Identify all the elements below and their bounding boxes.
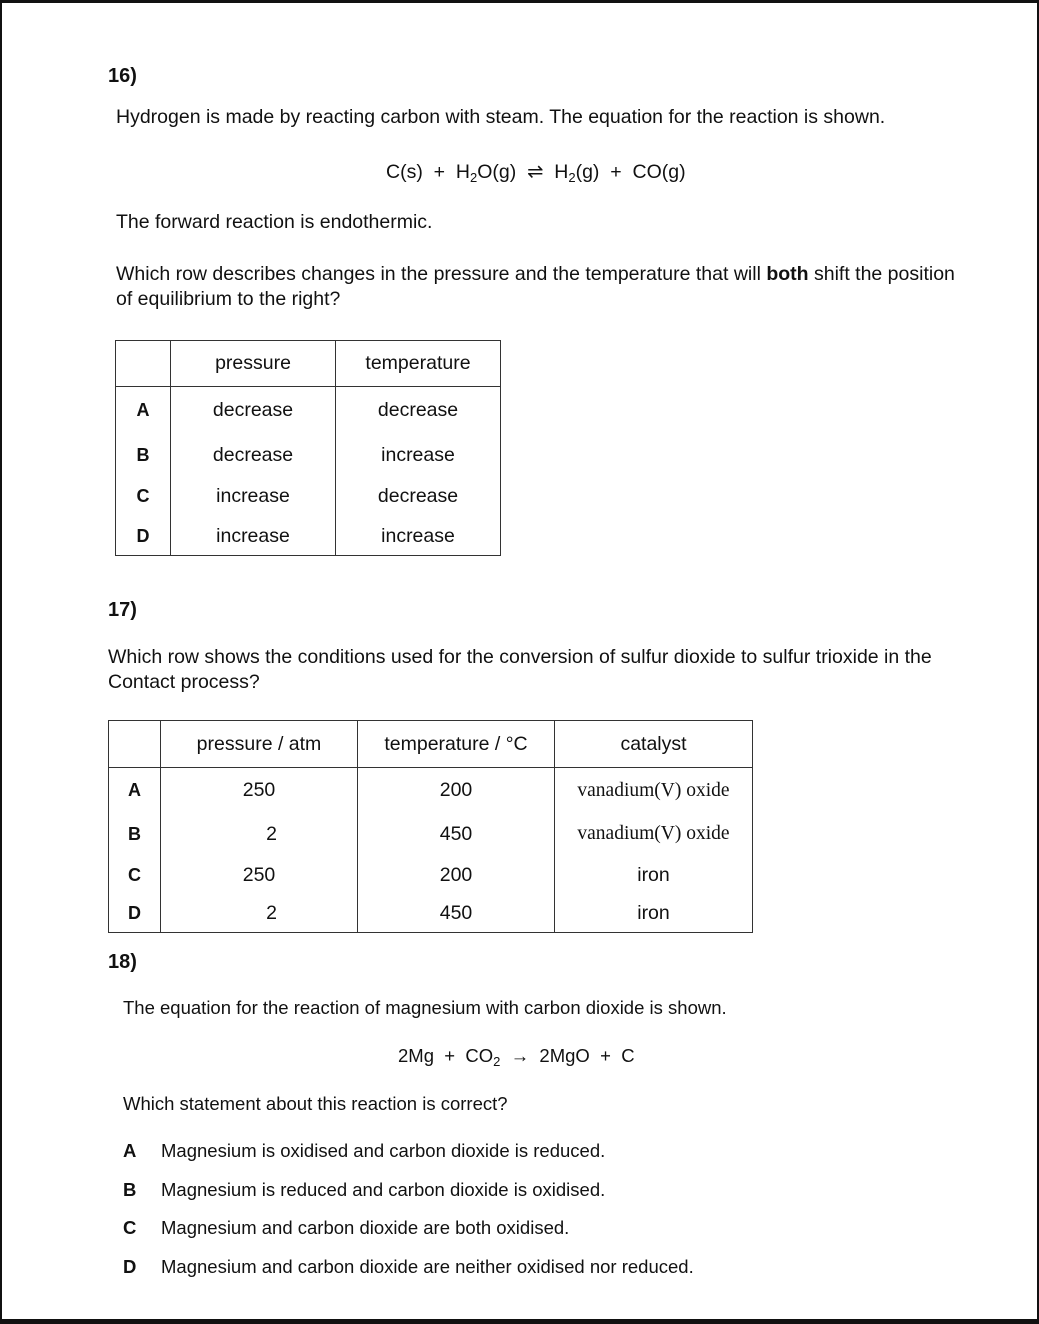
row-temperature: 450: [358, 814, 555, 855]
q18-eq-product-2: C: [621, 1045, 635, 1066]
option-text: Magnesium and carbon dioxide are both oxidised.: [161, 1217, 570, 1238]
table-row: [109, 814, 753, 855]
row-temperature: decrease: [336, 387, 501, 435]
q16-question-line1: Which row describes changes in the pressure and the temperature that will both shift the position: [116, 263, 955, 285]
q16-eq-reactant-1: C(s): [386, 161, 423, 183]
header-cell-pressure: pressure / atm: [161, 721, 358, 768]
q16-note: The forward reaction is endothermic.: [116, 211, 433, 233]
row-key: A: [116, 387, 171, 435]
table-row: [116, 476, 501, 518]
table-row: [109, 768, 753, 814]
q18-equation: [398, 1045, 635, 1067]
row-temperature: increase: [336, 518, 501, 556]
q16-intro: Hydrogen is made by reacting carbon with steam. The equation for the reaction is shown.: [116, 106, 886, 128]
q18-eq-reactant-2: $CO_2$: [465, 1045, 501, 1069]
q16-eq-plus-2: +: [610, 161, 622, 183]
q18-option-a[interactable]: [123, 1140, 605, 1162]
row-pressure: 2: [161, 896, 358, 933]
worksheet-page: [2, 3, 1037, 1319]
q18-question: Which statement about this reaction is correct?: [123, 1093, 508, 1114]
header-cell-pressure: pressure: [171, 341, 336, 387]
table-row: [109, 855, 753, 896]
row-key: D: [116, 518, 171, 556]
row-pressure: decrease: [171, 435, 336, 476]
row-pressure: increase: [171, 476, 336, 518]
header-cell-blank: [109, 721, 161, 768]
row-catalyst: vanadium(V) oxide: [555, 814, 753, 855]
header-cell-temperature: temperature / °C: [358, 721, 555, 768]
table-row: [116, 518, 501, 556]
q18-eq-arrow: →: [510, 1045, 530, 1066]
row-key: D: [109, 896, 161, 933]
q18-option-b[interactable]: [123, 1179, 605, 1201]
row-pressure: decrease: [171, 387, 336, 435]
q16-eq-plus-1: +: [433, 161, 446, 183]
q17-options-table: [108, 720, 753, 933]
q18-option-c[interactable]: [123, 1217, 569, 1239]
q16-eq-equilibrium-arrow: ⇌: [527, 161, 544, 183]
row-key: B: [109, 814, 161, 855]
q18-eq-plus-1: +: [444, 1045, 456, 1066]
table-row: [109, 896, 753, 933]
q16-equation: [386, 160, 686, 184]
row-pressure: increase: [171, 518, 336, 556]
row-key: C: [109, 855, 161, 896]
q18-number: 18): [108, 951, 137, 973]
row-key: B: [116, 435, 171, 476]
q17-table-header: [109, 721, 753, 768]
q16-question-line2: of equilibrium to the right?: [116, 288, 341, 310]
row-pressure: 250: [161, 768, 358, 814]
option-key: D: [123, 1256, 137, 1277]
q18-option-d[interactable]: [123, 1256, 694, 1278]
q18-eq-plus-2: +: [600, 1045, 611, 1066]
q16-eq-reactant-2: $H_2O(g)$: [455, 161, 517, 185]
row-temperature: 450: [358, 896, 555, 933]
header-cell-catalyst: catalyst: [555, 721, 753, 768]
row-key: A: [109, 768, 161, 814]
header-cell-temperature: temperature: [336, 341, 501, 387]
row-temperature: increase: [336, 435, 501, 476]
header-cell-blank: [116, 341, 171, 387]
q16-eq-product-1: $H_2(g)$: [554, 161, 600, 185]
row-temperature: decrease: [336, 476, 501, 518]
option-text: Magnesium is reduced and carbon dioxide is oxidised.: [161, 1179, 606, 1200]
row-pressure: 250: [161, 855, 358, 896]
option-text: Magnesium and carbon dioxide are neither oxidised nor reduced.: [161, 1256, 694, 1277]
q18-intro: The equation for the reaction of magnesium with carbon dioxide is shown.: [123, 997, 727, 1018]
row-catalyst: iron: [555, 855, 753, 896]
option-key: B: [123, 1179, 137, 1200]
row-pressure: 2: [161, 814, 358, 855]
q16-table-header: [116, 341, 501, 387]
row-key: C: [116, 476, 171, 518]
q18-eq-reactant-1: 2Mg: [398, 1045, 434, 1066]
q16-options-table: [115, 340, 501, 556]
table-row: [116, 387, 501, 435]
option-key: A: [123, 1140, 137, 1161]
row-temperature: 200: [358, 768, 555, 814]
option-text: Magnesium is oxidised and carbon dioxide is reduced.: [161, 1140, 606, 1161]
q18-eq-product-1: 2MgO: [539, 1045, 590, 1066]
q17-question-line1: Which row shows the conditions used for the conversion of sulfur dioxide to sulfur trioxide in the: [108, 646, 932, 668]
option-key: C: [123, 1217, 137, 1238]
row-catalyst: iron: [555, 896, 753, 933]
q17-question-line2: Contact process?: [108, 671, 260, 693]
row-catalyst: vanadium(V) oxide: [555, 768, 753, 814]
q16-number: 16): [108, 65, 137, 87]
q17-number: 17): [108, 599, 137, 621]
q16-eq-product-2: CO(g): [632, 161, 686, 183]
row-temperature: 200: [358, 855, 555, 896]
table-row: [116, 435, 501, 476]
